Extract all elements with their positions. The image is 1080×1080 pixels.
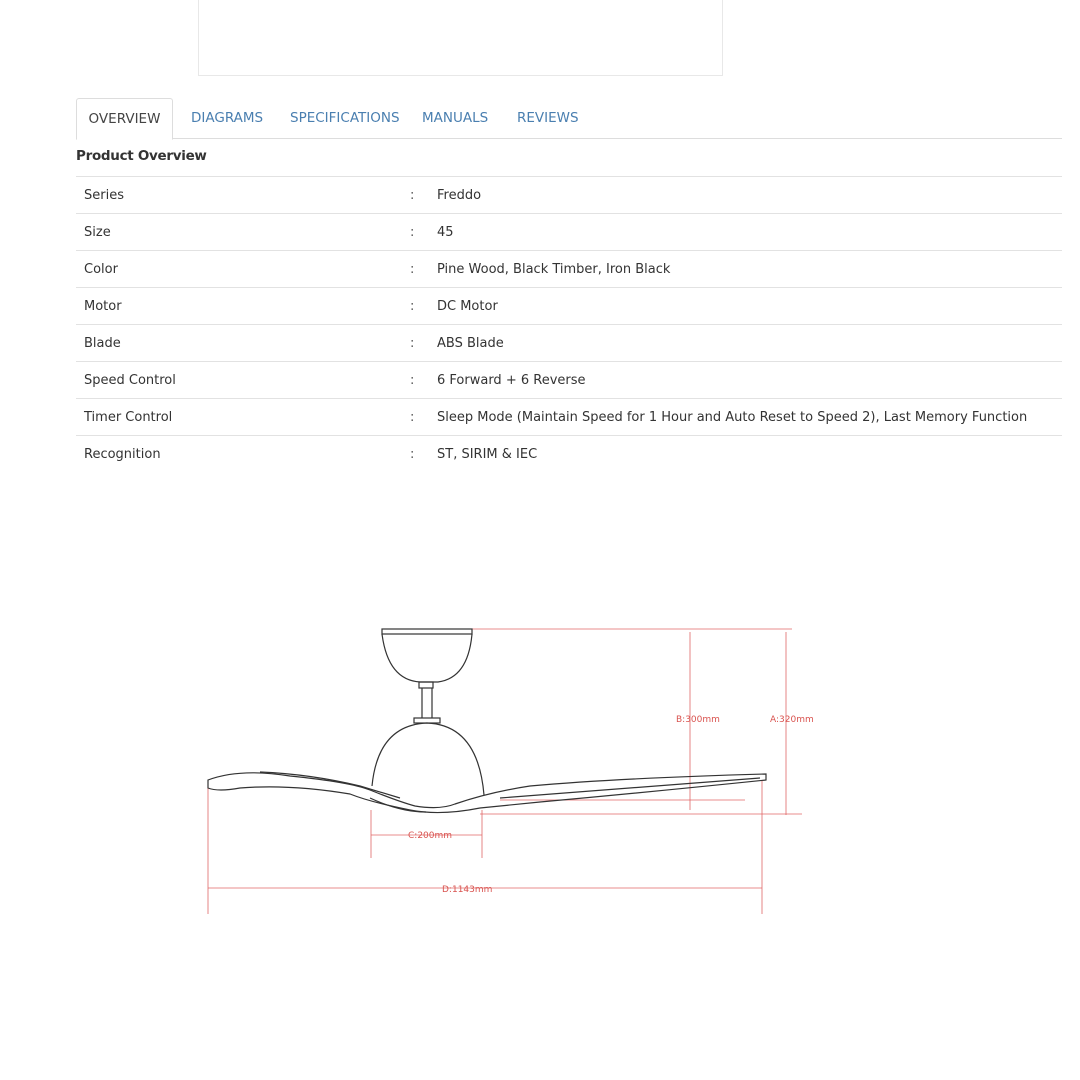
spec-label: Motor (84, 299, 122, 314)
spec-value: 45 (437, 225, 454, 240)
tab-specifications[interactable]: SPECIFICATIONS (290, 110, 400, 126)
spec-label: Speed Control (84, 373, 176, 388)
tab-diagrams[interactable]: DIAGRAMS (191, 110, 264, 126)
spec-value: Sleep Mode (Maintain Speed for 1 Hour and Auto Reset to Speed 2), Last Memory Function (437, 410, 1028, 425)
spec-value: DC Motor (437, 299, 498, 314)
tab-manuals[interactable]: MANUALS (422, 110, 489, 126)
spec-separator: : (410, 225, 415, 240)
spec-value: 6 Forward + 6 Reverse (437, 373, 586, 388)
tab-overview[interactable]: OVERVIEW (76, 98, 173, 140)
table-row (76, 324, 1062, 361)
spec-separator: : (410, 410, 415, 425)
dimension-lines (208, 629, 802, 914)
dimension-a-label: A:320mm (770, 715, 814, 725)
table-row (76, 435, 1062, 472)
dimension-d-label: D:1143mm (442, 885, 493, 895)
spec-separator: : (410, 262, 415, 277)
top-content-box (198, 0, 723, 76)
table-row (76, 213, 1062, 250)
table-row (76, 250, 1062, 287)
spec-separator: : (410, 188, 415, 203)
spec-value: ABS Blade (437, 336, 504, 351)
spec-label: Recognition (84, 447, 161, 462)
fan-dimension-diagram (200, 620, 820, 920)
table-row (76, 361, 1062, 398)
spec-separator: : (410, 447, 415, 462)
section-title: Product Overview (76, 148, 207, 164)
tab-reviews[interactable]: REVIEWS (517, 110, 579, 126)
spec-label: Series (84, 188, 124, 203)
table-row (76, 287, 1062, 324)
spec-separator: : (410, 299, 415, 314)
table-row (76, 176, 1062, 213)
spec-value: ST, SIRIM & IEC (437, 447, 538, 462)
spec-table (76, 176, 1062, 472)
spec-label: Color (84, 262, 118, 277)
spec-label: Blade (84, 336, 121, 351)
spec-value: Freddo (437, 188, 482, 203)
table-row (76, 398, 1062, 435)
spec-separator: : (410, 373, 415, 388)
product-tabs (76, 98, 1062, 139)
spec-separator: : (410, 336, 415, 351)
spec-label: Size (84, 225, 111, 240)
spec-label: Timer Control (84, 410, 173, 425)
dimension-c-label: C:200mm (408, 831, 453, 841)
dimension-b-label: B:300mm (676, 715, 720, 725)
spec-value: Pine Wood, Black Timber, Iron Black (437, 262, 671, 277)
